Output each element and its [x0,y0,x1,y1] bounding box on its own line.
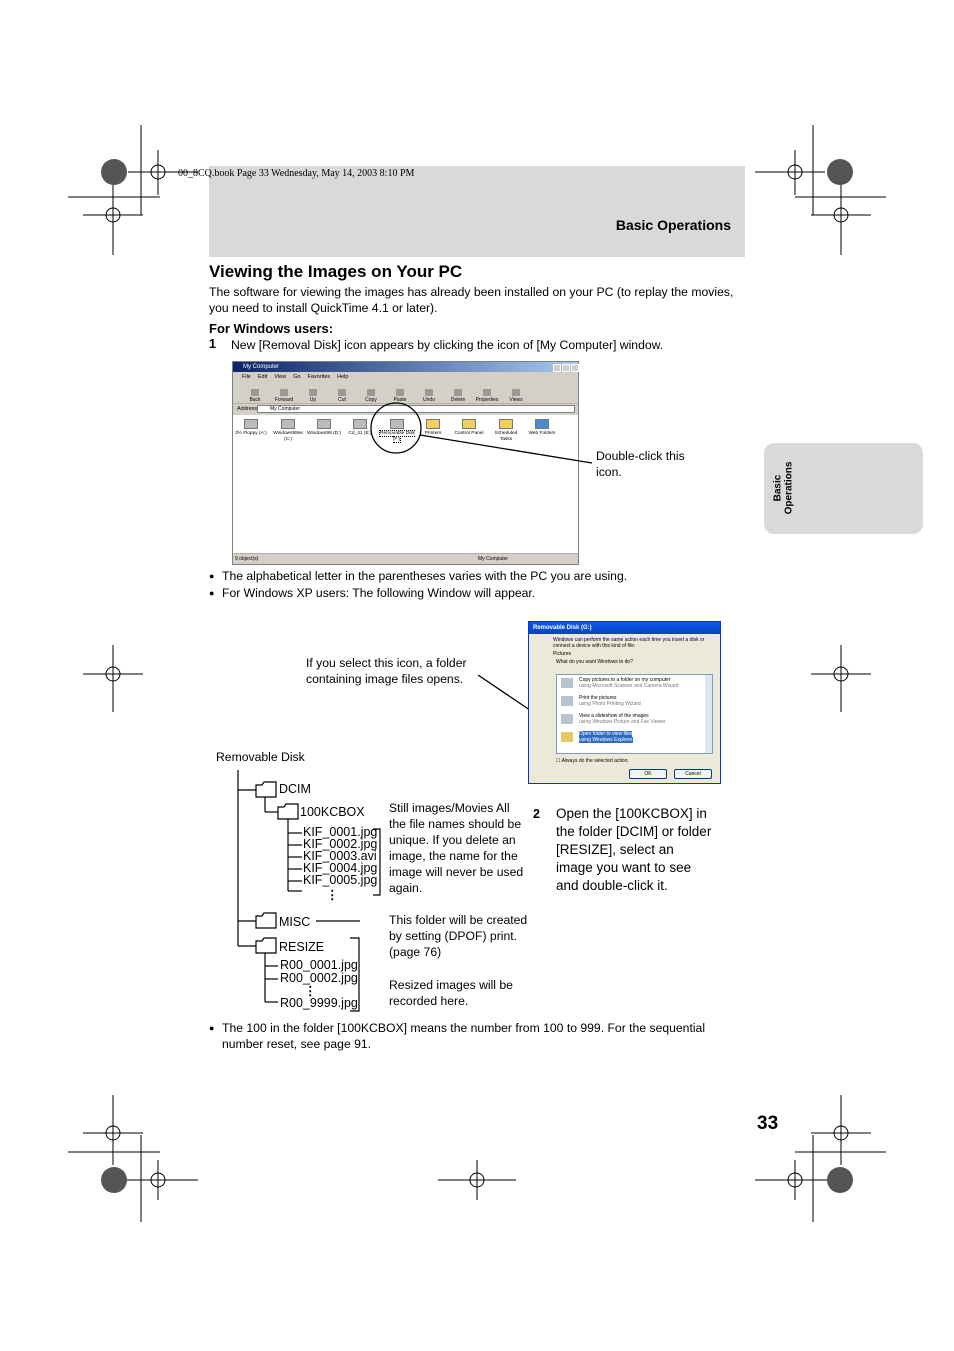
drive-d: Windows98 (D:) [306,419,342,437]
dialog-question: What do you want Windows to do? [556,659,633,665]
intro-paragraph: The software for viewing the images has already been installed on your PC (to replay the movies, you need to install QuickTime 4.1 or later). [209,285,734,315]
cancel-button: Cancel [674,769,712,779]
bullet-folder-number: ● The 100 in the folder [100KCBOX] means the number from 100 to 999. For the sequential number reset, see page 91. [209,1021,706,1051]
toolbar [233,382,578,404]
resize-file-item: R00_0001.jpg [280,958,358,972]
section-label: Basic Operations [615,217,731,233]
folder-100kcbox: 100KCBOX [300,805,365,819]
status-right: My Computer [478,556,509,562]
option-print: Print the pictures using Photo Printing Wizard [557,693,712,711]
file-item: KIF_0004.jpg [303,861,378,875]
my-computer-screenshot [232,361,579,565]
always-checkbox: ☐ Always do the selected action. [556,758,629,764]
toolbar-back: Back [243,387,267,403]
pictures-label: Pictures [553,651,572,657]
dialog-text: Windows can perform the same action each time you insert a disk or connect a device with this kind of file: [553,637,705,649]
window-title: My Computer [233,362,578,372]
removable-disk-icon: Removable Disk (F:) [379,419,415,443]
step1-text: New [Removal Disk] icon appears by clicking the icon of [My Computer] window. [231,338,664,352]
menu-edit: Edit [257,374,268,380]
ellipsis: ⋮ [304,984,317,998]
drive-e: Cd_41 (E:) [342,419,378,437]
toolbar-forward: Forward [272,387,296,403]
file-item: KIF_0002.jpg [303,837,378,851]
dialog-title: Removable Disk (G:) [529,622,720,634]
header-band [209,166,745,257]
folder-dcim: DCIM [279,782,311,796]
control-panel-icon: Control Panel [451,419,487,437]
toolbar-delete: Delete [446,387,470,403]
ok-button: OK [629,769,667,779]
menu-go: Go [293,374,301,380]
file-item: KIF_0003.avi [303,849,377,863]
option-slideshow: View a slideshow of the images using Windows Picture and Fax Viewer [557,711,712,729]
step2-number: 2 [533,807,540,821]
address-label: Address [237,406,258,412]
note-resize: Resized images will be recorded here. [389,978,513,1008]
subheading: For Windows users: [209,321,334,336]
bullet-windows-xp: ● For Windows XP users: The following Window will appear. [209,586,536,600]
file-item: KIF_0001.jpg [303,825,378,839]
maximize-icon [562,364,570,372]
drive-c: Windows98se (C:) [270,419,306,443]
callout-double-click: Double-click this icon. [596,449,685,479]
option-copy: Copy pictures to a folder on my computer using Microsoft Scanner and Camera Wizard [557,675,712,693]
book-info: 00_8CQ.book Page 33 Wednesday, May 14, 2003 8:10 PM [178,168,415,179]
printers-icon: Printers [415,419,451,437]
resize-file-item: R00_9999.jpg [280,996,358,1010]
note-still-images: Still images/Movies All the file names should be unique. If you delete an image, the name for the image will never be used again. [389,801,524,895]
status-left: 9 object(s) [235,556,259,562]
toolbar-paste: Paste [388,387,412,403]
xp-autoplay-dialog [528,621,721,784]
page-title: Viewing the Images on Your PC [209,262,463,281]
drive-floppy: 3½ Floppy (A:) [233,419,269,437]
bullet-drive-letter: ● The alphabetical letter in the parentheses varies with the PC you are using. [209,569,628,583]
toolbar-properties: Properties [475,387,499,403]
toolbar-undo: Undo [417,387,441,403]
step1-number: 1 [209,337,216,351]
callout-folder-icon: If you select this icon, a folder containing image files opens. [306,656,467,686]
menu-view: View [274,374,287,380]
address-value: My Computer [257,405,575,413]
option-open-folder: Open folder to view files using Windows Explorer [557,729,712,747]
step2-text: Open the [100KCBOX] in the folder [DCIM] or folder [RESIZE], select an image you want to see and double-click it. [556,806,712,893]
action-list [556,674,713,754]
toolbar-cut: Cut [330,387,354,403]
menu-file: File [242,374,251,380]
file-list [303,826,377,886]
toolbar-views: Views [504,387,528,403]
minimize-icon [553,364,561,372]
toolbar-up: Up [301,387,325,403]
menu-favorites: Favorites [307,374,331,380]
scheduled-tasks-icon: Scheduled Tasks [488,419,524,443]
address-bar [233,404,578,415]
scrollbar [705,675,712,753]
note-misc: This folder will be created by setting (DPOF) print. (page 76) [389,913,528,959]
page-number: 33 [757,1113,779,1134]
ellipsis: ⋮ [326,888,339,902]
resize-file-item: R00_0002.jpg [280,971,358,985]
drive-list [233,415,578,553]
web-folders-icon: Web Folders [524,419,560,437]
side-tab-label: Basic Operations [772,461,795,515]
menu-help: Help [337,374,349,380]
close-icon [571,364,579,372]
folder-misc: MISC [279,915,311,929]
status-bar [233,553,578,564]
file-item: KIF_0005.jpg [303,873,378,887]
folder-resize: RESIZE [279,940,325,954]
resize-file-list [280,959,358,985]
menu-bar [233,372,578,382]
tree-root: Removable Disk [216,750,305,764]
toolbar-copy: Copy [359,387,383,403]
